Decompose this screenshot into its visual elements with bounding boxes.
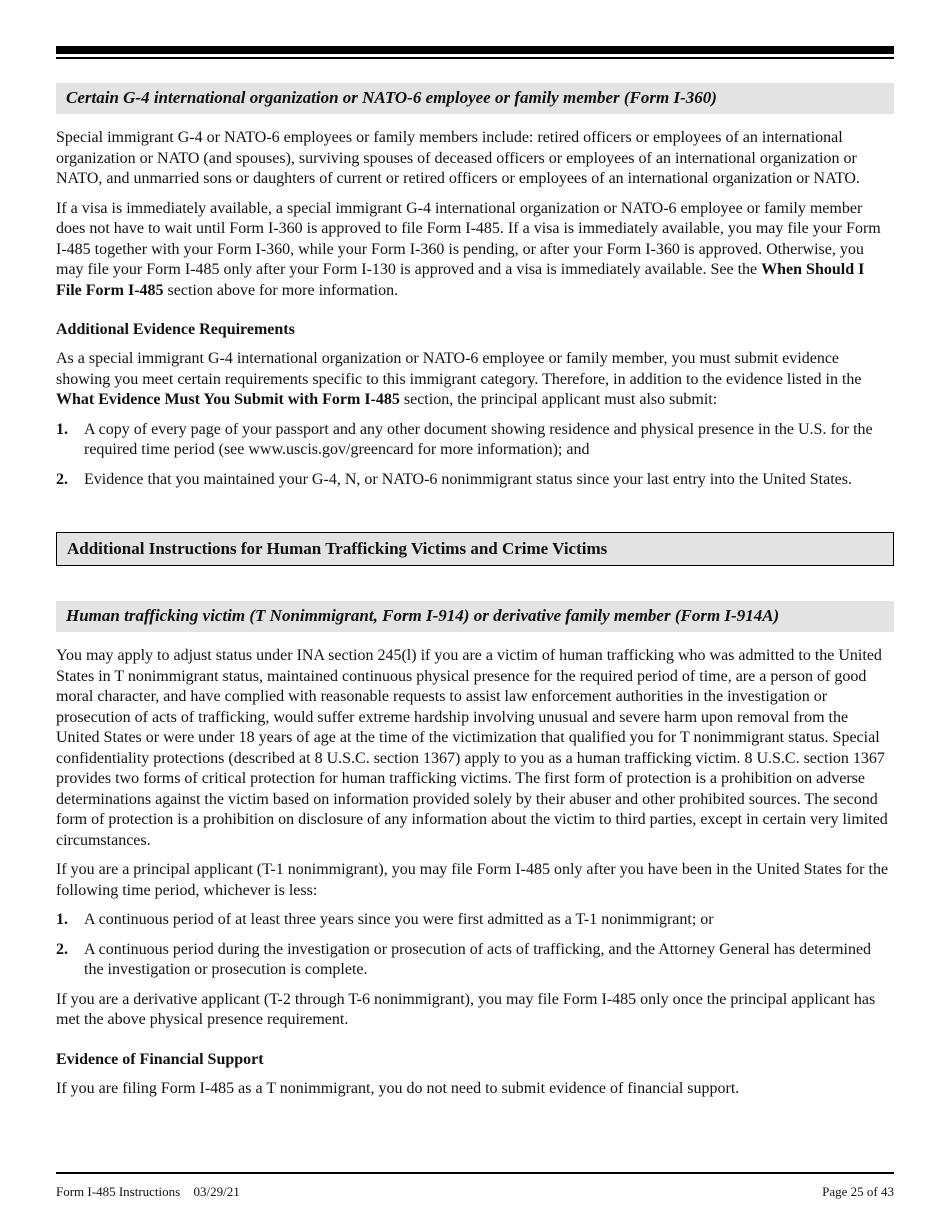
paragraph: If you are filing Form I-485 as a T nonimmigrant, you do not need to submit evidence of financial support.	[56, 1079, 740, 1097]
footer-page-number: Page 25 of 43	[822, 1184, 894, 1199]
list-item	[56, 420, 894, 461]
section-heading-human-trafficking-victim: Human trafficking victim (T Nonimmigrant, Form I-914) or derivative family member (Form I-914A)	[56, 601, 894, 632]
list-item	[56, 470, 894, 491]
paragraph: If you are a derivative applicant (T-2 through T-6 nonimmigrant), you may file Form I-485 only once the principal applicant has met the above physical presence requirement.	[56, 990, 876, 1028]
subheading-additional-evidence: Additional Evidence Requirements	[56, 321, 295, 338]
list-text: Evidence that you maintained your G-4, N, or NATO-6 nonimmigrant status since your last entry into the United States.	[84, 470, 852, 488]
section-heading-g4-nato: Certain G-4 international organization or NATO-6 employee or family member (Form I-360)	[56, 83, 894, 114]
page-footer	[56, 1184, 894, 1200]
paragraph: Special immigrant G-4 or NATO-6 employees or family members include: retired officers or employees of an international organization or NATO (and spouses), surviving spouses of deceased officers or employees of an international organization or NATO, and unmarried sons or daughters of current or retired officers or employees of an international organization or NATO.	[56, 129, 860, 187]
footer-form-date: 03/29/21	[193, 1184, 240, 1199]
list-item	[56, 910, 894, 931]
footer-form-info	[56, 1184, 240, 1200]
paragraph-text: As a special immigrant G-4 international organization or NATO-6 employee or family member, you must submit evidence showing you meet certain requirements specific to this immigrant category. Therefore, in addition to the evidence listed in the	[56, 350, 862, 388]
section-reference: When Should I File Form I-485	[56, 261, 865, 299]
paragraph	[56, 349, 894, 411]
paragraph-text: If a visa is immediately available, a special immigrant G-4 international organization or NATO-6 employee or family member does not have to wait until Form I-360 is approved to file Form I-485. If a visa is immediately available, you may file your Form I-485 together with your Form I-360, while your Form I-360 is pending, or after your Form I-360 is approved. Otherwise, you may file your Form I-485 only after your Form I-130 is approved and a visa is immediately available. See the	[56, 199, 881, 278]
list-item	[56, 940, 894, 981]
document-page	[56, 46, 894, 1099]
footer-form-name: Form I-485 Instructions	[56, 1184, 181, 1199]
list-number: 1.	[56, 420, 68, 438]
subheading-financial-support: Evidence of Financial Support	[56, 1050, 264, 1068]
list-number: 1.	[56, 911, 68, 928]
list-number: 2.	[56, 940, 68, 958]
section-heading-trafficking-crime-victims: Additional Instructions for Human Trafficking Victims and Crime Victims	[56, 532, 894, 566]
section-reference: What Evidence Must You Submit with Form I-485	[56, 391, 400, 408]
top-rule-thin	[56, 57, 894, 59]
paragraph: You may apply to adjust status under INA section 245(l) if you are a victim of human trafficking who was admitted to the United States in T nonimmigrant status, maintained continuous physical presence for the required period of time, are a person of good moral character, and have complied with reasonable requests to assist law enforcement authorities in the investigation or prosecution of acts of trafficking, would suffer extreme hardship involving unusual and severe harm upon removal from the United States or were under 18 years of age at the time of the victimization that qualified you for T nonimmigrant status. Special confidentiality protections (described at 8 U.S.C. section 1367) apply to you as a human trafficking victim. 8 U.S.C. section 1367 provides two forms of critical protection for human trafficking victims. The first form of protection is a prohibition on adverse determinations against the victim based on information provided solely by their abuser and other prohibited sources. The second form of protection is a prohibition on disclosure of any information about the victim to third parties, except in certain very limited circumstances.	[56, 647, 888, 849]
list-number: 2.	[56, 470, 68, 488]
list-text: A copy of every page of your passport and any other document showing residence and physical presence in the U.S. for the required time period (see www.uscis.gov/greencard for more information); and	[84, 420, 873, 458]
paragraph-text: section above for more information.	[163, 281, 399, 299]
list-text: A continuous period of at least three years since you were first admitted as a T-1 nonimmigrant; or	[84, 911, 714, 928]
footer-rule	[56, 1172, 894, 1174]
top-rule-thick	[56, 46, 894, 54]
paragraph	[56, 199, 894, 302]
paragraph-text: section, the principal applicant must also submit:	[399, 391, 718, 408]
list-text: A continuous period during the investigation or prosecution of acts of trafficking, and the Attorney General has determined the investigation or prosecution is complete.	[84, 940, 872, 978]
paragraph: If you are a principal applicant (T-1 nonimmigrant), you may file Form I-485 only after you have been in the United States for the following time period, whichever is less:	[56, 861, 889, 899]
